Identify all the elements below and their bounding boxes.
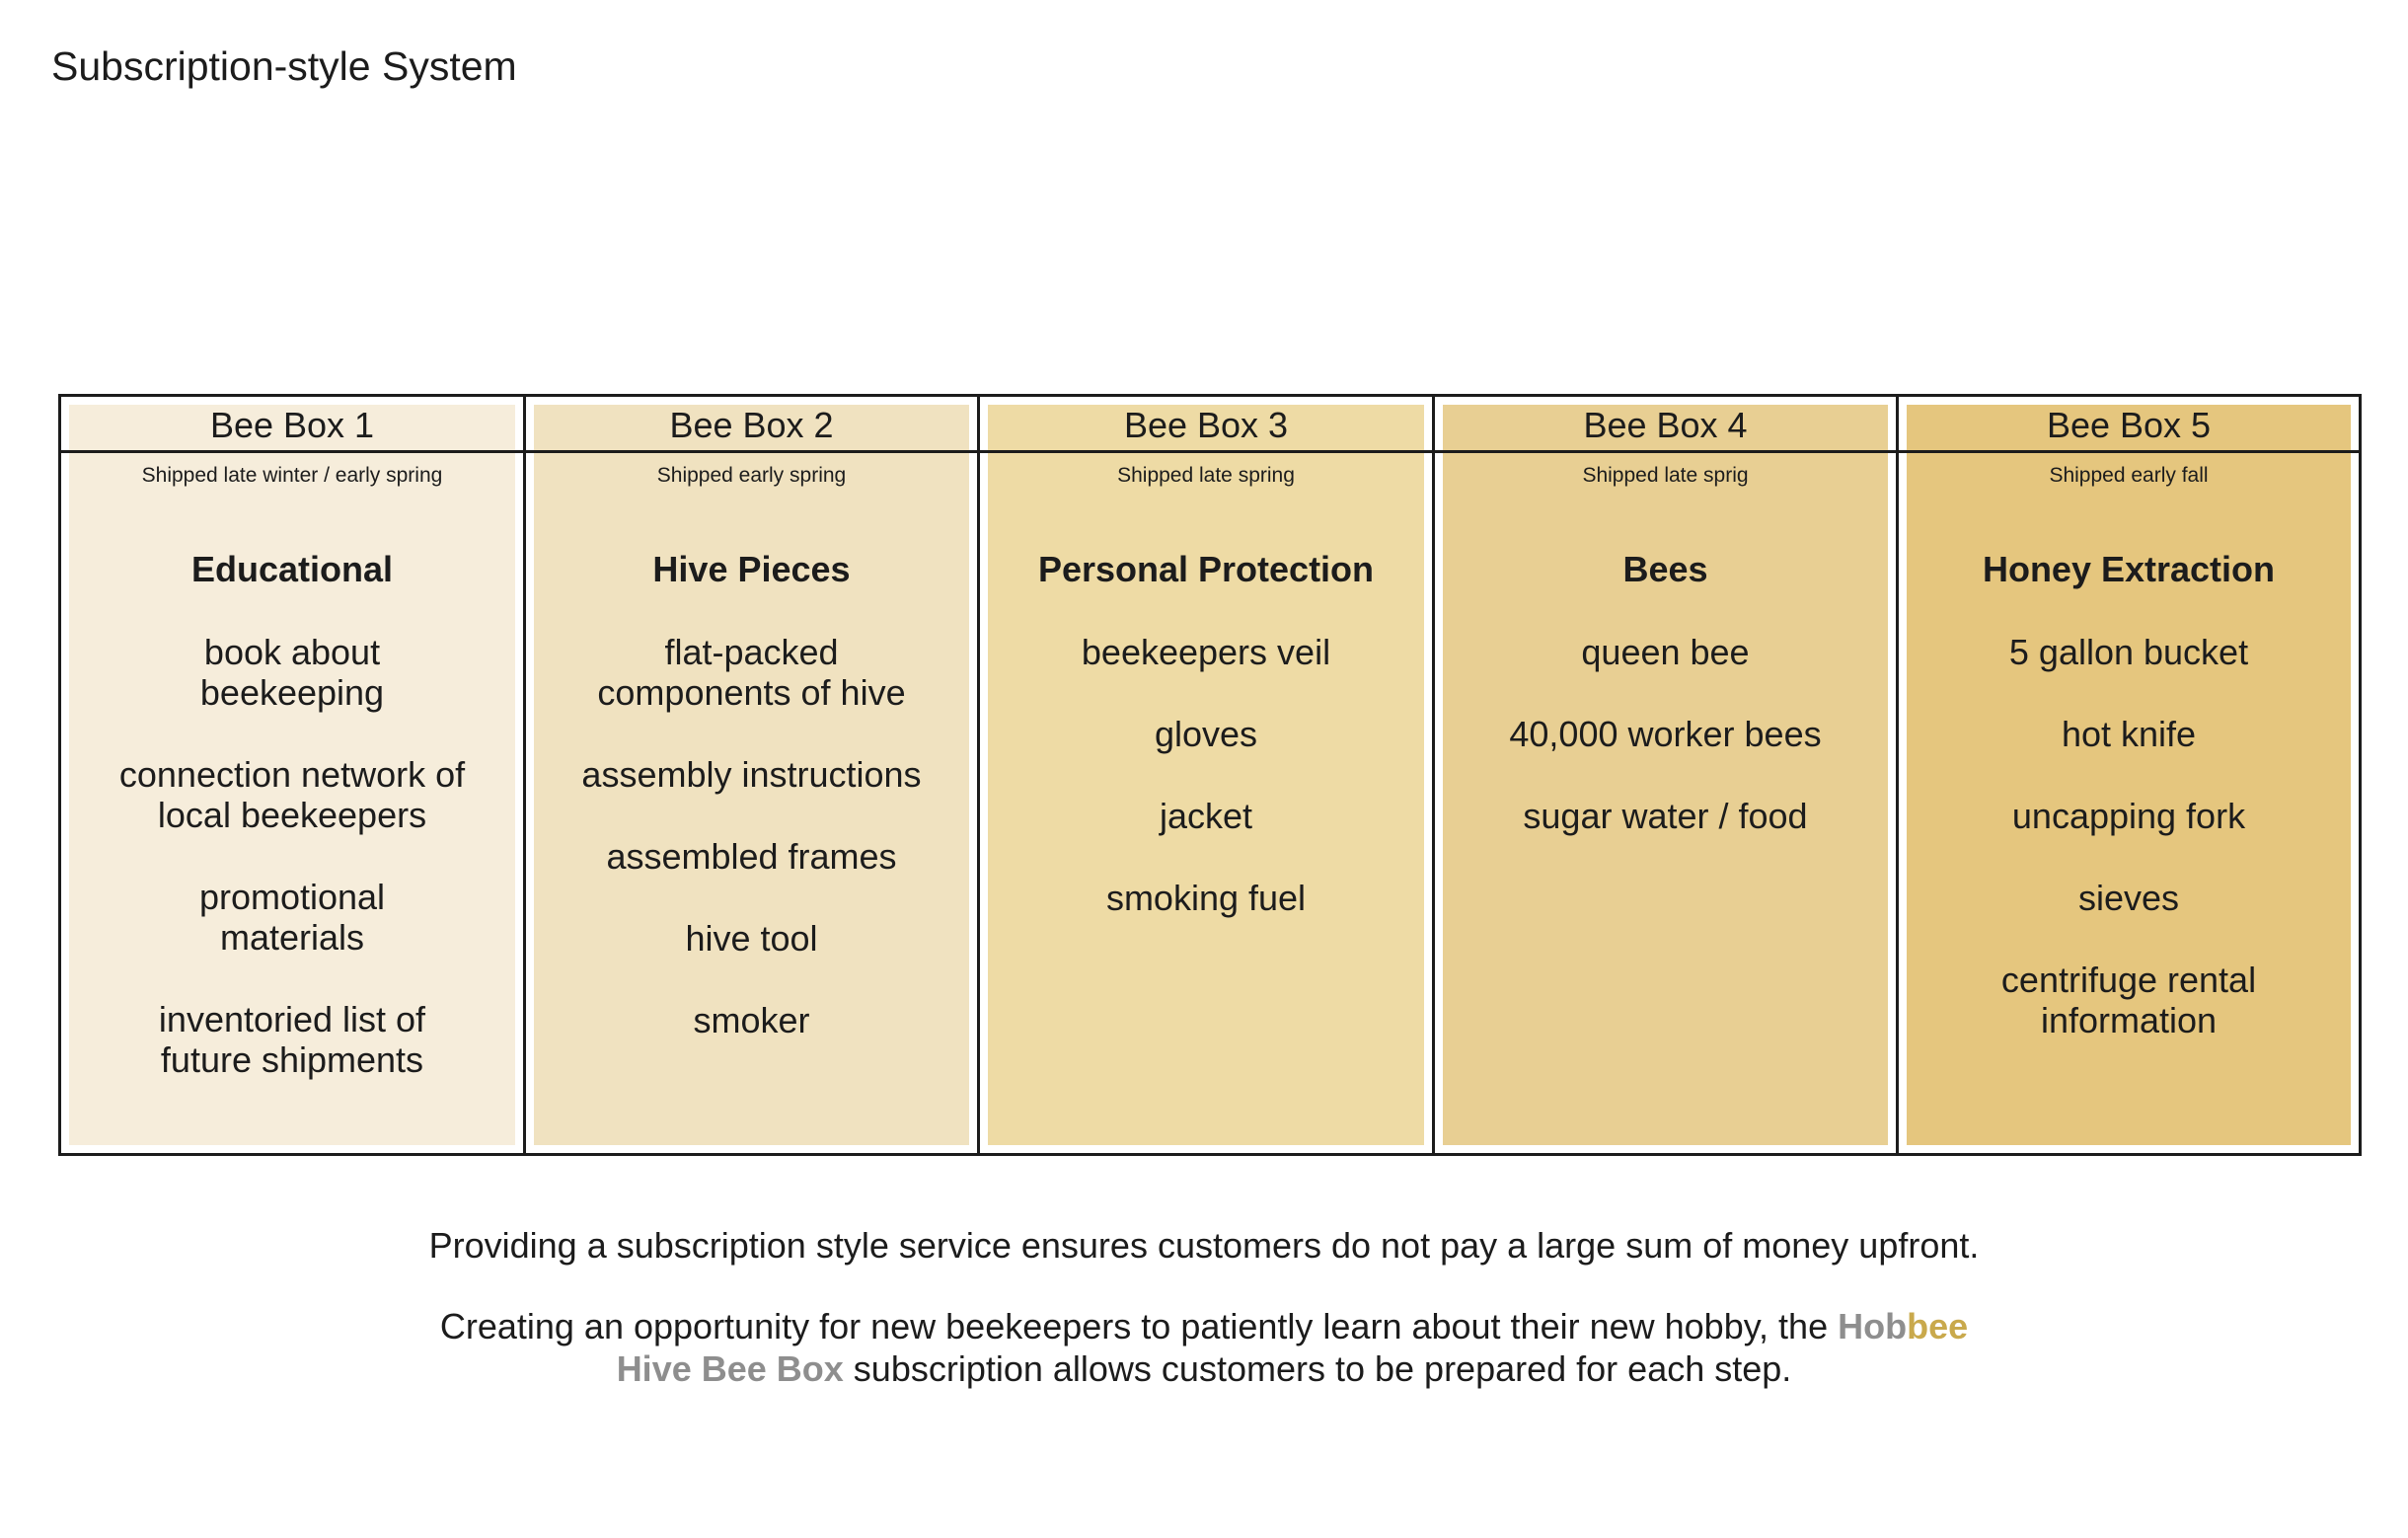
bee-box-4-column: [1435, 397, 1899, 1153]
bee-box-1-column: [61, 397, 526, 1153]
bee-box-1-title: Bee Box 1: [61, 397, 523, 453]
list-item: hive tool: [685, 918, 818, 959]
bee-box-5-theme: Honey Extraction: [1982, 549, 2276, 589]
bee-box-3-shipping: Shipped late spring: [1117, 464, 1295, 487]
list-item: promotional materials: [198, 877, 386, 958]
brand-name-hive-bee-box: Hive Bee Box: [616, 1348, 844, 1389]
list-item: sugar water / food: [1523, 796, 1808, 836]
brand-name-hob: Hob: [1838, 1306, 1908, 1346]
bee-box-table: [58, 394, 2362, 1156]
list-item: smoker: [693, 1000, 810, 1040]
footer-paragraph-1: Providing a subscription style service ensures customers do not pay a large sum of money upfront.: [428, 1225, 1980, 1266]
bee-box-4-theme: Bees: [1622, 549, 1708, 589]
bee-box-4-shipping: Shipped late sprig: [1582, 464, 1749, 487]
list-item: beekeepers veil: [1081, 632, 1331, 672]
list-item: inventoried list of future shipments: [158, 999, 426, 1080]
brand-name-bee: bee: [1907, 1306, 1969, 1346]
bee-box-3-items: [980, 632, 1432, 918]
bee-box-1-theme: Educational: [190, 549, 394, 589]
bee-box-3-title: Bee Box 3: [980, 397, 1432, 453]
list-item: hot knife: [2061, 714, 2197, 754]
list-item: centrifuge rental information: [2000, 960, 2257, 1040]
footer-paragraph-2-start: Creating an opportunity for new beekeepers to patiently learn about their new hobby, the: [439, 1306, 1839, 1346]
bee-box-2-title: Bee Box 2: [526, 397, 977, 453]
footer-paragraph-2: [0, 1305, 2408, 1390]
bee-box-5-shipping: Shipped early fall: [2049, 464, 2209, 487]
list-item: assembly instructions: [581, 754, 922, 795]
bee-box-2-theme: Hive Pieces: [652, 549, 851, 589]
list-item: 5 gallon bucket: [2008, 632, 2249, 672]
bee-box-5-column: [1899, 397, 2359, 1153]
bee-box-3-theme: Personal Protection: [1037, 549, 1375, 589]
list-item: gloves: [1154, 714, 1258, 754]
bee-box-2-column: [526, 397, 980, 1153]
list-item: 40,000 worker bees: [1509, 714, 1822, 754]
list-item: sieves: [2077, 878, 2180, 918]
list-item: queen bee: [1581, 632, 1750, 672]
list-item: jacket: [1159, 796, 1253, 836]
bee-box-1-items: [61, 632, 523, 1080]
list-item: book about beekeeping: [199, 632, 385, 713]
page-title: Subscription-style System: [51, 43, 517, 89]
bee-box-5-title: Bee Box 5: [1899, 397, 2359, 453]
list-item: flat-packed components of hive: [597, 632, 906, 713]
list-item: connection network of local beekeepers: [118, 754, 466, 835]
bee-box-3-column: [980, 397, 1435, 1153]
bee-box-2-shipping: Shipped early spring: [656, 464, 847, 487]
bee-box-4-title: Bee Box 4: [1435, 397, 1896, 453]
bee-box-1-shipping: Shipped late winter / early spring: [141, 464, 443, 487]
list-item: smoking fuel: [1105, 878, 1307, 918]
list-item: uncapping fork: [2011, 796, 2246, 836]
bee-box-2-items: [526, 632, 977, 1040]
bee-box-5-items: [1899, 632, 2359, 1040]
list-item: assembled frames: [606, 836, 897, 877]
footer-paragraph-2-end: subscription allows customers to be prepared for each step.: [843, 1348, 1792, 1389]
bee-box-4-items: [1435, 632, 1896, 836]
footer-description: [0, 1224, 2408, 1390]
